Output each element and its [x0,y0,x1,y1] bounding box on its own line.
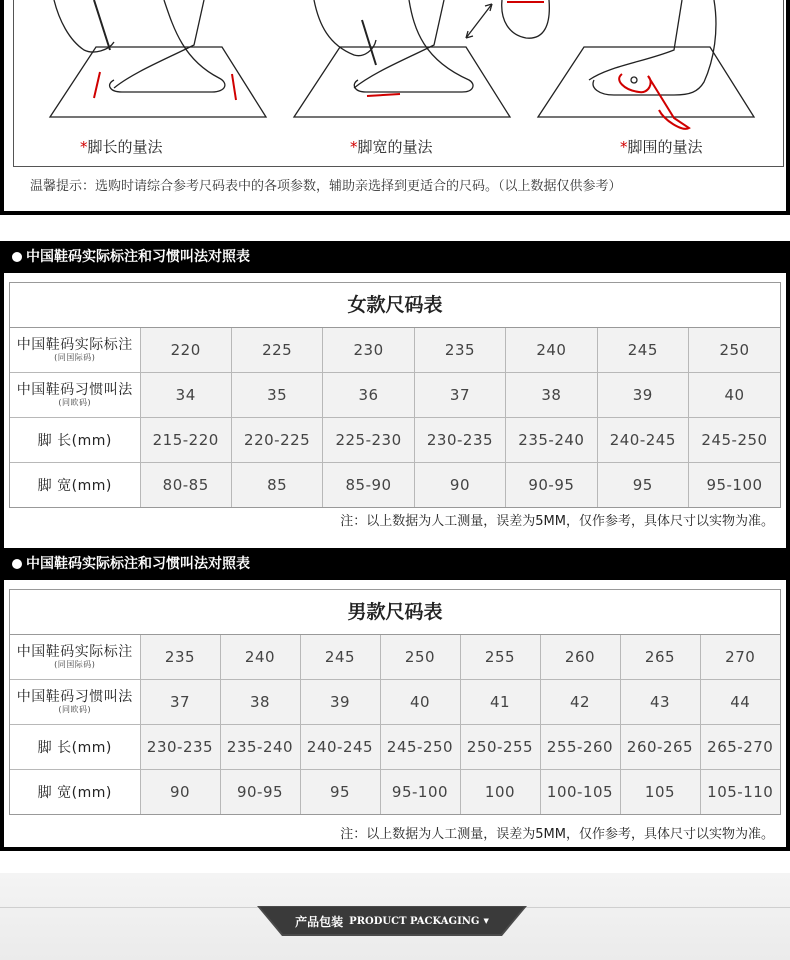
size-cell: 260-265 [620,725,700,770]
row-label-sub: (同国际码) [54,352,96,362]
bullet-icon [12,252,22,262]
size-cell: 37 [140,680,220,725]
packaging-title [257,906,527,936]
size-cell: 90 [414,463,505,508]
size-cell: 230 [323,328,414,373]
size-cell: 250 [689,328,780,373]
size-cell: 225 [231,328,322,373]
size-cell: 95 [597,463,688,508]
size-cell: 215-220 [140,418,231,463]
size-cell: 95-100 [380,770,460,815]
table-row [10,770,780,815]
size-cell: 220 [140,328,231,373]
label-text: 脚围的量法 [627,138,703,156]
men-section-header [0,548,790,580]
table-row [10,725,780,770]
row-label [10,328,140,373]
row-label-text: 脚 宽(mm) [37,785,112,801]
table-row [10,463,780,508]
size-cell: 250 [380,635,460,680]
row-label-text: 脚 长(mm) [37,740,112,756]
women-table-grid [10,328,780,507]
row-label-text: 中国鞋码实际标注 [16,643,133,660]
size-cell: 85-90 [323,463,414,508]
asterisk: * [620,138,628,156]
row-label-text: 脚 宽(mm) [37,478,112,494]
label-text: 脚宽的量法 [357,138,433,156]
size-cell: 100 [460,770,540,815]
size-cell: 240-245 [597,418,688,463]
men-table-grid [10,635,780,814]
size-cell: 265 [620,635,700,680]
asterisk: * [350,138,358,156]
row-label [10,418,140,463]
row-label [10,463,140,508]
size-cell: 270 [700,635,780,680]
women-note: 注：以上数据为人工测量，误差为5MM，仅作参考，具体尺寸以实物为准。 [340,514,774,529]
size-cell: 40 [380,680,460,725]
row-label [10,635,140,680]
women-size-table [9,282,781,508]
row-label [10,680,140,725]
measure-panel [0,0,790,215]
size-cell: 100-105 [540,770,620,815]
size-cell: 105-110 [700,770,780,815]
size-cell: 90-95 [220,770,300,815]
size-cell: 36 [323,373,414,418]
size-cell: 230-235 [140,725,220,770]
size-cell: 90-95 [506,463,597,508]
row-label-sub: (同国际码) [54,659,96,669]
size-cell: 240-245 [300,725,380,770]
size-cell: 34 [140,373,231,418]
size-cell: 265-270 [700,725,780,770]
row-label-text: 中国鞋码习惯叫法 [16,381,133,398]
section-title: 中国鞋码实际标注和习惯叫法对照表 [26,249,250,265]
size-cell: 43 [620,680,700,725]
row-label [10,725,140,770]
size-cell: 255-260 [540,725,620,770]
size-cell: 95-100 [689,463,780,508]
size-cell: 250-255 [460,725,540,770]
size-cell: 37 [414,373,505,418]
size-cell: 38 [220,680,300,725]
size-cell: 235-240 [506,418,597,463]
bullet-icon [12,559,22,569]
size-cell: 230-235 [414,418,505,463]
size-cell: 35 [231,373,322,418]
table-row [10,373,780,418]
size-cell: 235 [140,635,220,680]
row-label [10,770,140,815]
asterisk: * [80,138,88,156]
size-cell: 260 [540,635,620,680]
size-cell: 39 [597,373,688,418]
size-cell: 255 [460,635,540,680]
packaging-banner-area [0,873,790,960]
table-row [10,418,780,463]
size-cell: 80-85 [140,463,231,508]
row-label-sub: (同欧码) [58,704,92,714]
table-row [10,328,780,373]
down-arrow-icon: ▼ [483,917,489,925]
tip-text: 温馨提示：选购时请综合参考尺码表中的各项参数，辅助亲选择到更适合的尺码。（以上数据仅供参考） [30,179,622,194]
size-cell: 44 [700,680,780,725]
size-cell: 105 [620,770,700,815]
row-label-sub: (同欧码) [58,397,92,407]
row-label [10,373,140,418]
size-cell: 85 [231,463,322,508]
foot-length-label [80,136,163,157]
size-cell: 42 [540,680,620,725]
size-cell: 90 [140,770,220,815]
size-cell: 95 [300,770,380,815]
size-cell: 235 [414,328,505,373]
women-section-header [0,241,790,273]
row-label-text: 中国鞋码实际标注 [16,336,133,353]
paper-sheet-2 [294,47,510,117]
packaging-title-en: PRODUCT PACKAGING [349,915,480,927]
packaging-title-cn: 产品包装 [295,914,344,929]
size-cell: 245 [597,328,688,373]
table-title: 女款尺码表 [10,283,780,328]
size-cell: 38 [506,373,597,418]
row-label-text: 脚 长(mm) [37,433,112,449]
size-cell: 225-230 [323,418,414,463]
men-section [0,548,790,851]
table-row [10,680,780,725]
size-cell: 245-250 [380,725,460,770]
size-cell: 235-240 [220,725,300,770]
size-cell: 39 [300,680,380,725]
section-title: 中国鞋码实际标注和习惯叫法对照表 [26,556,250,572]
women-section [0,241,790,551]
size-cell: 40 [689,373,780,418]
label-text: 脚长的量法 [87,138,163,156]
men-size-table [9,589,781,815]
table-title: 男款尺码表 [10,590,780,635]
size-cell: 220-225 [231,418,322,463]
table-row [10,635,780,680]
size-cell: 240 [506,328,597,373]
size-cell: 41 [460,680,540,725]
foot-girth-label [620,136,703,157]
foot-width-label [350,136,433,157]
men-note: 注：以上数据为人工测量，误差为5MM，仅作参考，具体尺寸以实物为准。 [340,827,774,842]
paper-sheet-3 [538,47,754,117]
size-cell: 240 [220,635,300,680]
row-label-text: 中国鞋码习惯叫法 [16,688,133,705]
size-cell: 245-250 [689,418,780,463]
size-cell: 245 [300,635,380,680]
